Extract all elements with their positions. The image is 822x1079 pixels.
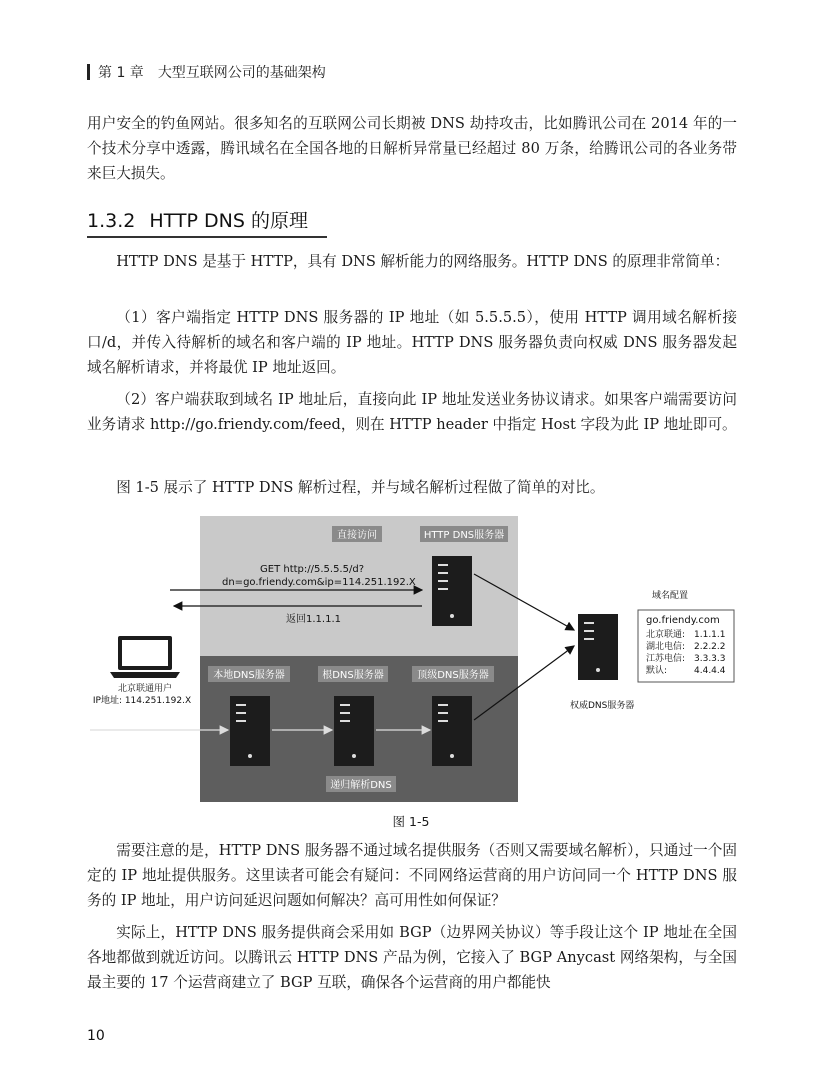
- paragraph-5: 图 1-5 展示了 HTTP DNS 解析过程，并与域名解析过程做了简单的对比。: [116, 479, 605, 496]
- config-row-name: 江苏电信:: [646, 654, 686, 664]
- auth-dns-server-icon: [578, 614, 618, 680]
- config-row-ip: 1.1.1.1: [694, 630, 726, 640]
- running-head: [87, 62, 326, 82]
- chapter-number: 第 1 章: [98, 65, 144, 81]
- httpdns-server-icon: [432, 556, 472, 626]
- client-user-label: 北京联通用户: [117, 684, 173, 694]
- paragraph-1: 用户安全的钓鱼网站。很多知名的互联网公司长期被 DNS 劫持攻击，比如腾讯公司在 2014 年的一个技术分享中透露，腾讯域名在全国各地的日解析异常量已经超过 80 万条，给腾讯公司的各业务带来巨大损失。: [87, 115, 737, 182]
- figure-caption: 图 1-5: [392, 814, 430, 829]
- direct-access-label: 直接访问: [337, 530, 377, 541]
- return-label: 返回1.1.1.1: [286, 614, 341, 625]
- auth-dns-label: 权威DNS服务器: [570, 701, 635, 711]
- httpdns-diagram: [90, 510, 740, 810]
- laptop-icon: [110, 636, 180, 678]
- paragraph-7: 实际上，HTTP DNS 服务提供商会采用如 BGP（边界网关协议）等手段让这个 IP 地址在全国各地都做到就近访问。以腾讯云 HTTP DNS 产品为例，它接入了 BGP Anycast 网络架构，与全国最主要的 17 个运营商建立了 BGP 互联，确保各个运营商的用户都能快: [87, 924, 737, 991]
- section-title: HTTP DNS 的原理: [149, 210, 308, 232]
- root-dns-label: 根DNS服务器: [322, 670, 384, 681]
- config-row-name: 湖北电信:: [646, 642, 686, 652]
- tld-dns-label: 顶级DNS服务器: [417, 670, 489, 681]
- config-row-name: 默认:: [646, 666, 668, 676]
- local-dns-server-icon: [230, 696, 270, 766]
- recursive-dns-label: 递归解析DNS: [330, 780, 392, 791]
- page-number: 10: [87, 1028, 105, 1044]
- config-row-name: 北京联通:: [646, 630, 686, 640]
- paragraph-4: （2）客户端获取到域名 IP 地址后，直接向此 IP 地址发送业务协议请求。如果客户端需要访问业务请求 http://go.friendy.com/feed，则在 HTTP header 中指定 Host 字段为此 IP 地址即可。: [87, 391, 737, 433]
- config-row-ip: 4.4.4.4: [694, 666, 726, 676]
- figure-1-5: [90, 510, 740, 810]
- section-number: 1.3.2: [87, 210, 136, 232]
- client-ip-label: IP地址: 114.251.192.X: [92, 696, 192, 706]
- tld-dns-server-icon: [432, 696, 472, 766]
- running-head-bar: [87, 64, 90, 80]
- local-dns-label: 本地DNS服务器: [213, 670, 285, 681]
- domain-config-title: 域名配置: [652, 591, 689, 601]
- paragraph-6: 需要注意的是，HTTP DNS 服务器不通过域名提供服务（否则又需要域名解析），只通过一个固定的 IP 地址提供服务。这里读者可能会有疑问：不同网络运营商的用户访问同一个 HTTP DNS 服务的 IP 地址，用户访问延迟问题如何解决？高可用性如何保证？: [87, 842, 737, 909]
- request-line-1: GET http://5.5.5.5/d?: [260, 564, 364, 575]
- config-domain: go.friendy.com: [646, 615, 720, 626]
- root-dns-server-icon: [334, 696, 374, 766]
- chapter-title: 大型互联网公司的基础架构: [157, 65, 326, 81]
- config-row-ip: 2.2.2.2: [694, 642, 726, 652]
- httpdns-server-label: HTTP DNS服务器: [423, 530, 505, 541]
- config-row-ip: 3.3.3.3: [694, 654, 726, 664]
- paragraph-3: （1）客户端指定 HTTP DNS 服务器的 IP 地址（如 5.5.5.5），使用 HTTP 调用域名解析接口/d，并传入待解析的域名和客户端的 IP 地址。HTTP DNS 服务器负责向权威 DNS 服务器发起域名解析请求，并将最优 IP 地址返回。: [87, 309, 737, 376]
- section-heading: [87, 206, 327, 238]
- request-line-2: dn=go.friendy.com&ip=114.251.192.X: [222, 577, 416, 588]
- paragraph-2: HTTP DNS 是基于 HTTP，具有 DNS 解析能力的网络服务。HTTP DNS 的原理非常简单：: [116, 253, 730, 270]
